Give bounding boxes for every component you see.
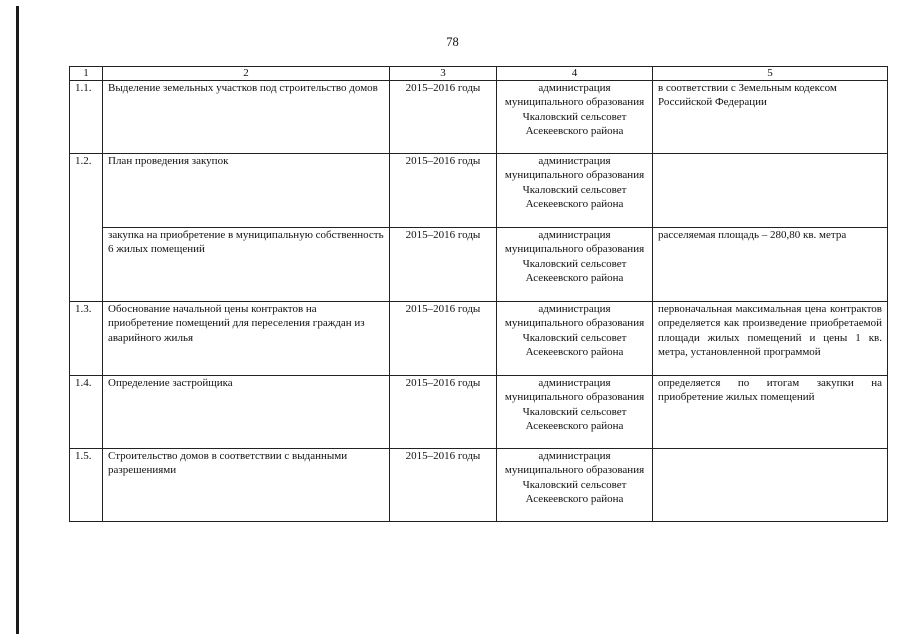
note-cell: в соответствии с Земельным кодексом Российской Федерации — [653, 81, 888, 154]
activity-cell: закупка на приобретение в муниципальную собственность 6 жилых помещений — [103, 228, 390, 302]
row-number: 1.1. — [70, 81, 103, 154]
activity-cell: Строительство домов в соответствии с выданными разрешениями — [103, 449, 390, 522]
header-cell: 4 — [497, 67, 653, 81]
table-row — [70, 376, 888, 449]
page-number: 78 — [446, 35, 459, 49]
period-cell: 2015–2016 годы — [390, 376, 497, 449]
row-number: 1.2. — [70, 154, 103, 228]
executor-cell: администрация муниципального образования Чкаловский сельсовет Асекеевского района — [497, 449, 653, 522]
period-cell: 2015–2016 годы — [390, 449, 497, 522]
executor-cell: администрация муниципального образования Чкаловский сельсовет Асекеевского района — [497, 376, 653, 449]
row-number — [70, 228, 103, 302]
note-cell: первоначальная максимальная цена контрактов определяется как произведение приобретаемой площади жилых помещений и цены 1 кв. метра, установленной программой — [653, 302, 888, 376]
scan-edge-line — [16, 6, 19, 634]
period-cell: 2015–2016 годы — [390, 81, 497, 154]
period-cell: 2015–2016 годы — [390, 302, 497, 376]
activity-cell: План проведения закупок — [103, 154, 390, 228]
table-row — [70, 81, 888, 154]
header-cell: 2 — [103, 67, 390, 81]
header-cell: 3 — [390, 67, 497, 81]
table-row — [70, 449, 888, 522]
executor-cell: администрация муниципального образования Чкаловский сельсовет Асекеевского района — [497, 228, 653, 302]
row-number: 1.5. — [70, 449, 103, 522]
table-row — [70, 154, 888, 228]
executor-cell: администрация муниципального образования Чкаловский сельсовет Асекеевского района — [497, 81, 653, 154]
table-row — [70, 302, 888, 376]
executor-cell: администрация муниципального образования Чкаловский сельсовет Асекеевского района — [497, 154, 653, 228]
note-cell: расселяемая площадь – 280,80 кв. метра — [653, 228, 888, 302]
table-row — [70, 228, 888, 302]
header-cell: 1 — [70, 67, 103, 81]
period-cell: 2015–2016 годы — [390, 228, 497, 302]
row-number: 1.4. — [70, 376, 103, 449]
executor-cell: администрация муниципального образования Чкаловский сельсовет Асекеевского района — [497, 302, 653, 376]
note-cell: определяется по итогам закупки на приобретение жилых помещений — [653, 376, 888, 449]
measures-table — [69, 66, 888, 522]
table-header-row — [70, 67, 888, 81]
row-number: 1.3. — [70, 302, 103, 376]
activity-cell: Определение застройщика — [103, 376, 390, 449]
header-cell: 5 — [653, 67, 888, 81]
note-cell — [653, 449, 888, 522]
period-cell: 2015–2016 годы — [390, 154, 497, 228]
note-cell — [653, 154, 888, 228]
activity-cell: Обоснование начальной цены контрактов на приобретение помещений для переселения граждан из аварийного жилья — [103, 302, 390, 376]
activity-cell: Выделение земельных участков под строительство домов — [103, 81, 390, 154]
